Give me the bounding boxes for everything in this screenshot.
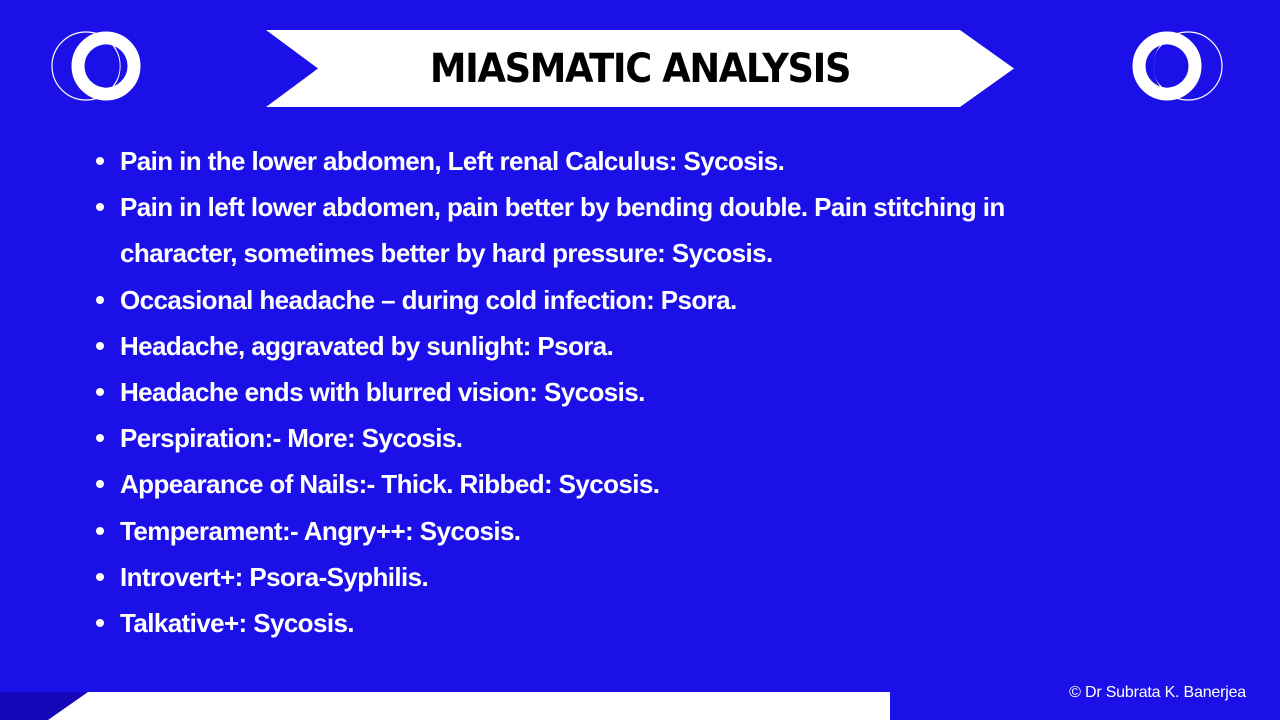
page-title: MIASMATIC ANALYSIS (429, 45, 851, 92)
bullet-icon (96, 157, 104, 165)
list-item (96, 508, 1196, 554)
list-item (96, 323, 1196, 369)
footer-bar (0, 692, 890, 720)
list-item-text: Introvert+: Psora-Syphilis. (120, 561, 429, 592)
list-item (96, 415, 1196, 461)
list-item-text: Occasional headache – during cold infection: Psora. (120, 284, 737, 315)
bullet-list (96, 138, 1196, 646)
list-item-text-continued: character, sometimes better by hard pressure: Sycosis. (120, 238, 773, 269)
list-item (96, 369, 1196, 415)
bullet-icon (96, 203, 104, 211)
list-item-text: Headache ends with blurred vision: Sycosis. (120, 377, 645, 408)
bullet-icon (96, 388, 104, 396)
bullet-icon (96, 342, 104, 350)
list-item-text: Temperament:- Angry++: Sycosis. (120, 515, 521, 546)
list-item-text: Appearance of Nails:- Thick. Ribbed: Sycosis. (120, 469, 660, 500)
list-item-text: Pain in left lower abdomen, pain better by bending double. Pain stitching in (120, 192, 1005, 223)
title-banner (266, 30, 1014, 107)
list-item (96, 184, 1196, 276)
list-item-text: Talkative+: Sycosis. (120, 608, 354, 639)
bullet-icon (96, 480, 104, 488)
list-item (96, 461, 1196, 507)
list-item (96, 554, 1196, 600)
bullet-icon (96, 434, 104, 442)
copyright-text: © Dr Subrata K. Banerjea (1069, 684, 1246, 701)
list-item-text: Headache, aggravated by sunlight: Psora. (120, 330, 614, 361)
list-item-text: Pain in the lower abdomen, Left renal Calculus: Sycosis. (120, 146, 785, 176)
list-item (96, 138, 1196, 184)
rings-decoration-icon (48, 28, 228, 106)
bullet-icon (96, 573, 104, 581)
bullet-icon (96, 619, 104, 627)
list-item (96, 277, 1196, 323)
bullet-icon (96, 527, 104, 535)
bullet-icon (96, 296, 104, 304)
list-item-text: Perspiration:- More: Sycosis. (120, 423, 463, 454)
rings-decoration-icon (1052, 28, 1232, 106)
list-item (96, 600, 1196, 646)
